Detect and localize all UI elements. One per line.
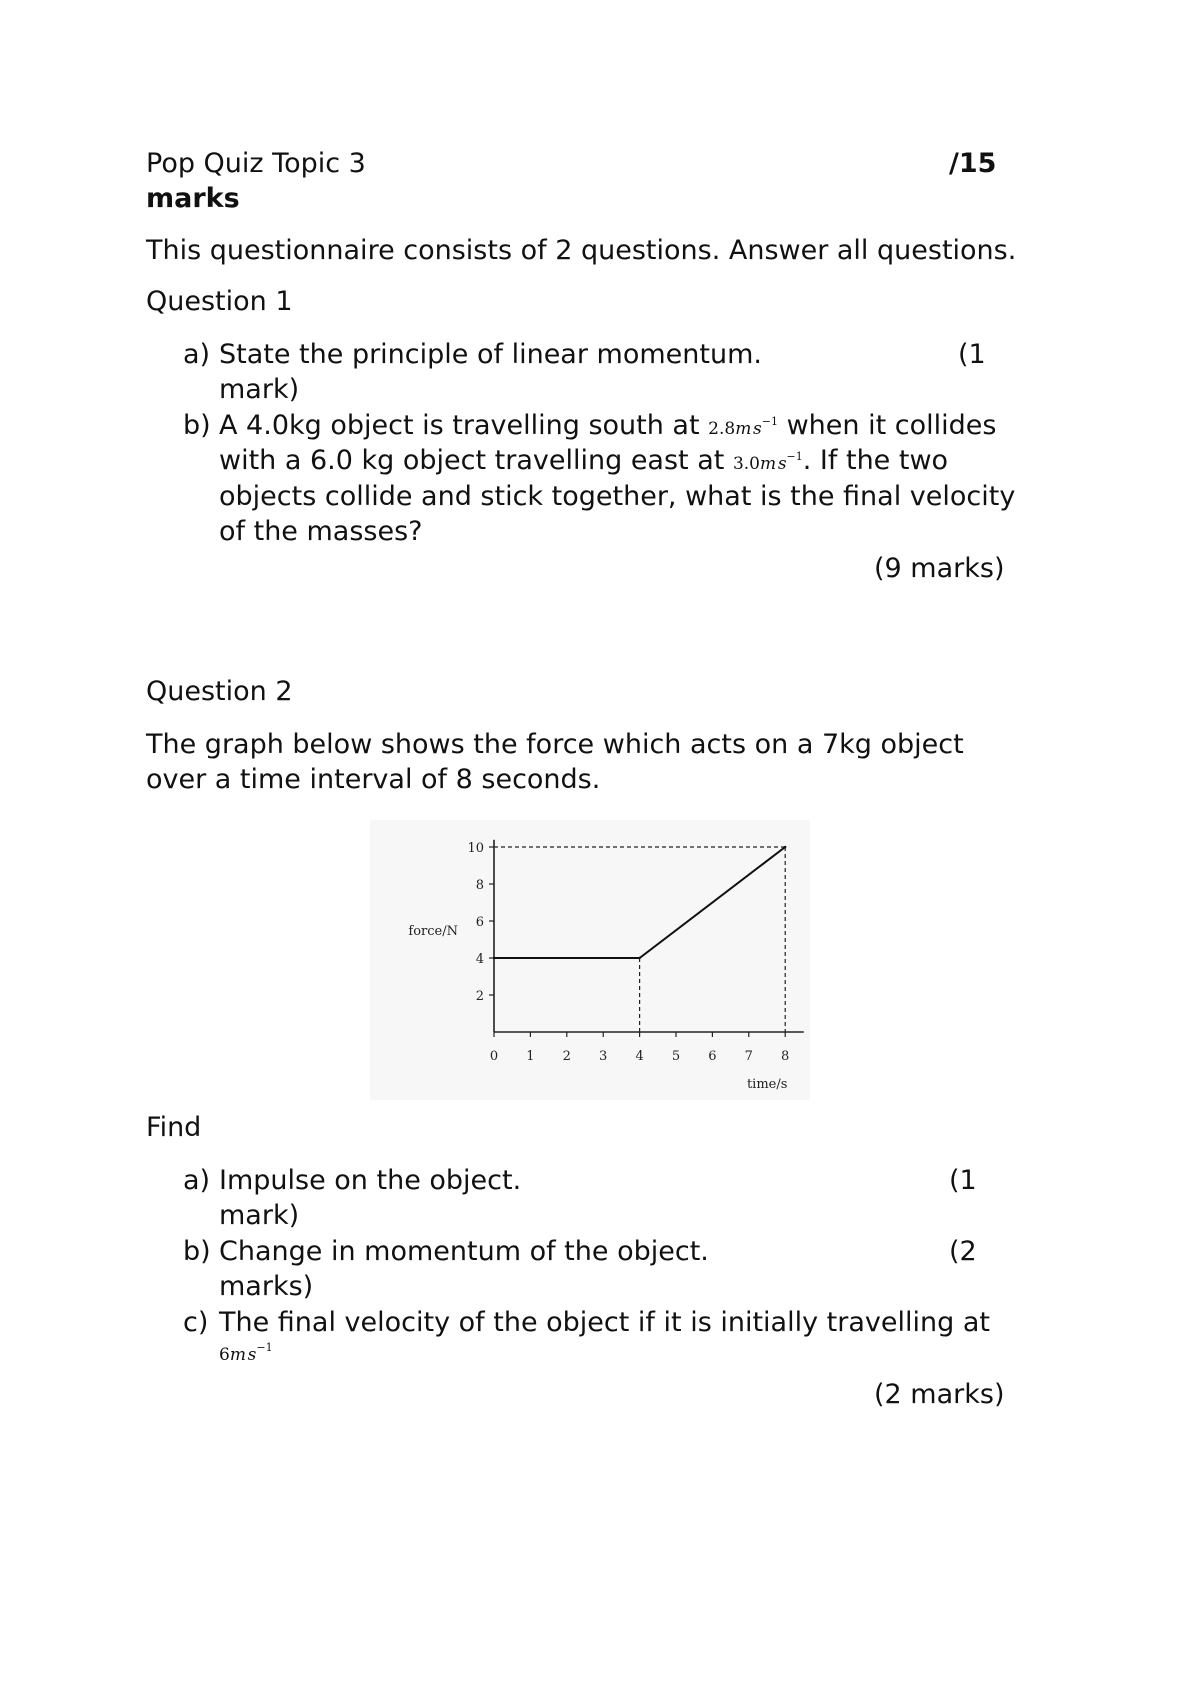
velocity-initial: 6m $s^{-1}$	[219, 1341, 273, 1365]
q2c-text: The final velocity of the object if it is initially travelling at	[219, 1307, 990, 1338]
quiz-title: Pop Quiz Topic 3	[146, 148, 366, 179]
instructions: This questionnaire consists of 2 questions. Answer all questions.	[146, 235, 1017, 266]
q1b-marks: (9 marks)	[874, 553, 1005, 584]
question-1-heading: Question 1	[146, 286, 293, 317]
q2-intro-line-1: The graph below shows the force which acts on a 7kg object	[146, 729, 964, 760]
x-tick-label: 4	[635, 1049, 644, 1064]
question-2-heading: Question 2	[146, 676, 293, 707]
y-tick-label: 8	[475, 878, 484, 893]
x-tick-label: 7	[744, 1049, 753, 1064]
q1b-text-3: objects collide and stick together, what is the final velocity	[219, 481, 1016, 512]
y-tick-label: 4	[475, 952, 484, 967]
y-tick-label: 10	[467, 841, 484, 856]
x-axis-label: time/s	[746, 1077, 788, 1092]
total-marks: /15	[949, 148, 997, 179]
force-data-point	[784, 846, 786, 848]
q2b-text: Change in momentum of the object.	[219, 1236, 709, 1267]
total-marks-unit: marks	[146, 183, 240, 214]
x-tick-label: 0	[489, 1049, 499, 1064]
q2a-text: Impulse on the object.	[219, 1165, 522, 1196]
q2-part-a	[183, 1163, 521, 1199]
q1-part-a	[183, 337, 762, 373]
q1b-text-1b: when it collides	[786, 410, 997, 441]
q2a-marks-cont: mark)	[219, 1200, 300, 1231]
q1b-text-4: of the masses?	[219, 516, 423, 547]
q1b-text-1a: A 4.0kg object is travelling south at	[219, 410, 700, 441]
q1b-text-2a: with a 6.0 kg object travelling east at	[219, 445, 725, 476]
q2b-marks-cont: marks)	[219, 1271, 314, 1302]
q1a-marks: (1	[958, 339, 986, 370]
force-data-point	[493, 957, 495, 959]
velocity-1: 2.8m $s^{-1}$	[708, 415, 778, 439]
q2b-marks: (2	[949, 1236, 977, 1267]
y-tick-label: 2	[475, 989, 484, 1004]
y-axis-label: force/N	[408, 924, 458, 939]
force-data-point	[638, 957, 640, 959]
q2b-label: b)	[183, 1236, 211, 1267]
q2-part-c	[183, 1305, 990, 1341]
q1a-label: a)	[183, 339, 211, 370]
q2c-label: c)	[183, 1307, 209, 1338]
x-tick-label: 8	[781, 1049, 790, 1064]
q2c-marks: (2 marks)	[874, 1379, 1005, 1410]
x-tick-label: 6	[708, 1049, 717, 1064]
q1-part-b-line-1	[183, 408, 996, 447]
q1b-label: b)	[183, 410, 211, 441]
x-tick-label: 5	[671, 1049, 681, 1064]
q2a-marks: (1	[949, 1165, 977, 1196]
find-label: Find	[146, 1112, 202, 1143]
y-tick-label: 6	[475, 915, 484, 930]
force-time-graph	[370, 820, 810, 1100]
q2a-label: a)	[183, 1165, 211, 1196]
x-tick-label: 1	[526, 1049, 535, 1064]
q2-intro-line-2: over a time interval of 8 seconds.	[146, 764, 601, 795]
q1b-text-2b: . If the two	[802, 445, 949, 476]
q1a-marks-cont: mark)	[219, 374, 300, 405]
x-tick-label: 2	[562, 1049, 571, 1064]
q2-part-b	[183, 1234, 709, 1270]
q1a-text: State the principle of linear momentum.	[219, 339, 762, 370]
x-tick-label: 3	[599, 1049, 608, 1064]
q1-part-b-line-2	[219, 443, 948, 482]
velocity-2: 3.0m $s^{-1}$	[732, 450, 803, 474]
